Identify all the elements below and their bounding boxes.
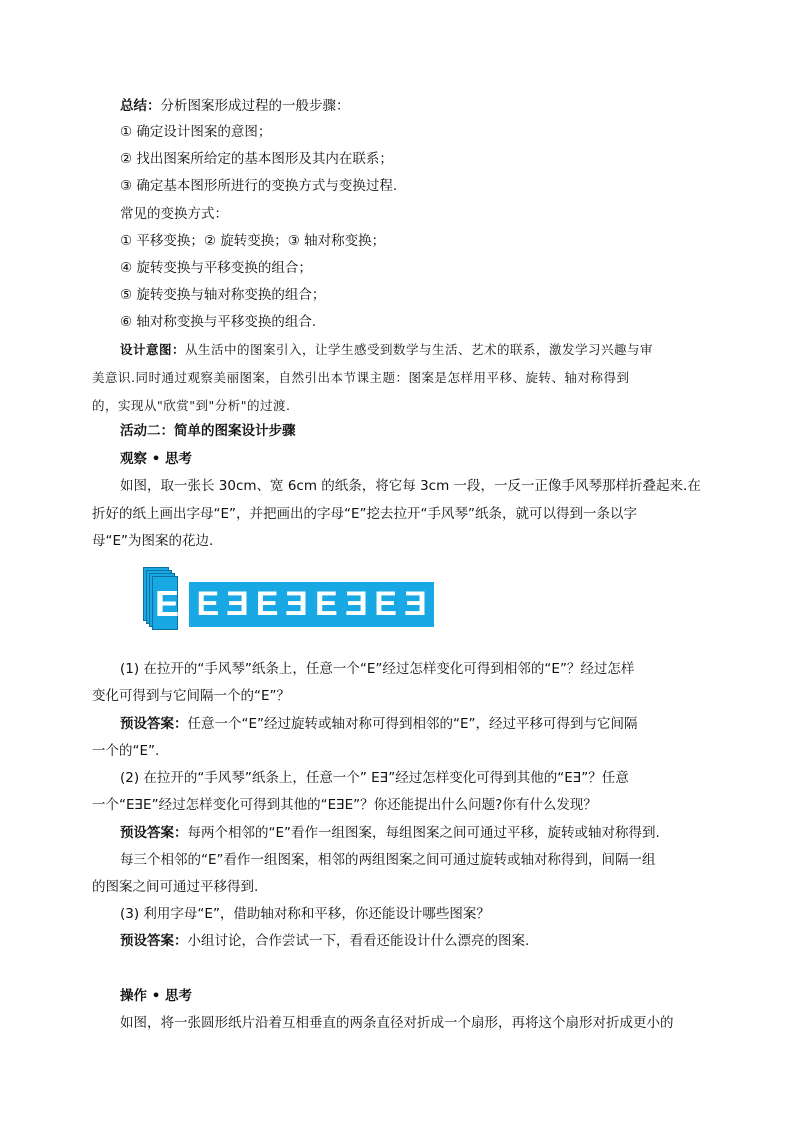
operate-heading: 操作 • 思考 — [120, 988, 193, 1004]
summary-title-text: 分析图案形成过程的一般步骤： — [160, 98, 350, 114]
summary-head: 总结： — [120, 98, 161, 114]
summary-step-2: ② 找出图案所给定的基本图形及其内在联系； — [120, 151, 393, 167]
design-intent-line-1 — [120, 340, 653, 360]
design-intent-text-1: 从生活中的图案引入，让学生感受到数学与生活、艺术的联系，激发学习兴趣与审 — [185, 342, 654, 357]
intro-line-3: 母“E”为图案的花边. — [92, 533, 214, 549]
observe-heading: 观察 • 思考 — [120, 451, 193, 467]
method-1: ① 平移变换；② 旋转变换；③ 轴对称变换； — [120, 233, 386, 249]
intro-line-1: 如图，取一张长 30cm、宽 6cm 的纸条，将它每 3cm 一段，一反一正像手风琴那样折叠起来.在 — [120, 478, 701, 494]
strip-letter-mirrored: E — [226, 585, 249, 623]
method-3: ⑤ 旋转变换与轴对称变换的组合； — [120, 287, 326, 303]
strip-letter-mirrored: E — [403, 585, 427, 623]
strip-letter: E — [255, 585, 279, 623]
strip-letter: E — [374, 585, 397, 623]
folded-letter-e: E — [155, 583, 180, 624]
answer-2-text: 每两个相邻的“E”看作一组图案，每组图案之间可通过平移，旋转或轴对称得到. — [187, 825, 660, 841]
answer-2-line-3: 的图案之间可通过平移得到. — [92, 879, 259, 895]
intro-line-2: 折好的纸上画出字母“E”，并把画出的字母“E”挖去拉开“手风琴”纸条，就可以得到一条以字 — [92, 506, 638, 522]
e-pattern-strip — [189, 582, 434, 627]
common-methods-title: 常见的变换方式： — [120, 206, 228, 222]
answer-3-label: 预设答案： — [120, 933, 188, 949]
summary-step-1: ① 确定设计图案的意图； — [120, 124, 272, 140]
answer-3-text: 小组讨论，合作尝试一下，看看还能设计什么漂亮的图案. — [187, 933, 530, 949]
method-2: ④ 旋转变换与平移变换的组合； — [120, 260, 312, 276]
question-1-line-2: 变化可得到与它间隔一个的“E”？ — [92, 688, 291, 704]
answer-1-text: 任意一个“E”经过旋转或轴对称可得到相邻的“E”，经过平移可得到与它间隔 — [187, 716, 638, 732]
summary-title — [120, 96, 350, 116]
question-3: (3) 利用字母“E”，借助轴对称和平移，你还能设计哪些图案？ — [120, 906, 490, 922]
design-intent-line-2: 美意识.同时通过观察美丽图案，自然引出本节课主题：图案是怎样用平移、旋转、轴对称得到 — [92, 370, 630, 385]
answer-1-line-1 — [120, 714, 638, 734]
strip-letter-mirrored: E — [344, 585, 368, 623]
method-4: ⑥ 轴对称变换与平移变换的组合. — [120, 314, 317, 330]
answer-1-label: 预设答案： — [120, 716, 188, 732]
question-2-line-1: (2) 在拉开的“手风琴”纸条上，任意一个” EƎ”经过怎样变化可得到其他的“EƎ”？任意 — [120, 770, 629, 786]
answer-2-line-2: 每三个相邻的“E”看作一组图案，相邻的两组图案之间可通过旋转或轴对称得到，间隔一组 — [120, 852, 656, 868]
question-2-line-2: 一个“EƎE”经过怎样变化可得到其他的“EƎE”？你还能提出什么问题?你有什么发现？ — [92, 797, 597, 813]
activity2-title: 活动二：简单的图案设计步骤 — [120, 423, 296, 439]
strip-letter: E — [196, 585, 220, 623]
strip-letter: E — [314, 585, 338, 623]
answer-2-line-1 — [120, 823, 660, 843]
question-1-line-1: (1) 在拉开的“手风琴”纸条上，任意一个“E”经过怎样变化可得到相邻的“E”？经过怎样 — [120, 661, 635, 677]
answer-1-line-2: 一个的“E”. — [92, 743, 160, 759]
answer-2-label: 预设答案： — [120, 825, 188, 841]
design-intent-line-3: 的，实现从"欣赏"到"分析"的过渡. — [92, 398, 291, 413]
design-intent-label: 设计意图： — [120, 342, 186, 357]
strip-letter-mirrored: E — [285, 585, 309, 623]
answer-3 — [120, 931, 529, 951]
summary-step-3: ③ 确定基本图形所进行的变换方式与变换过程. — [120, 178, 398, 194]
operate-intro: 如图，将一张圆形纸片沿着互相垂直的两条直径对折成一个扇形，再将这个扇形对折成更小的 — [120, 1015, 674, 1031]
